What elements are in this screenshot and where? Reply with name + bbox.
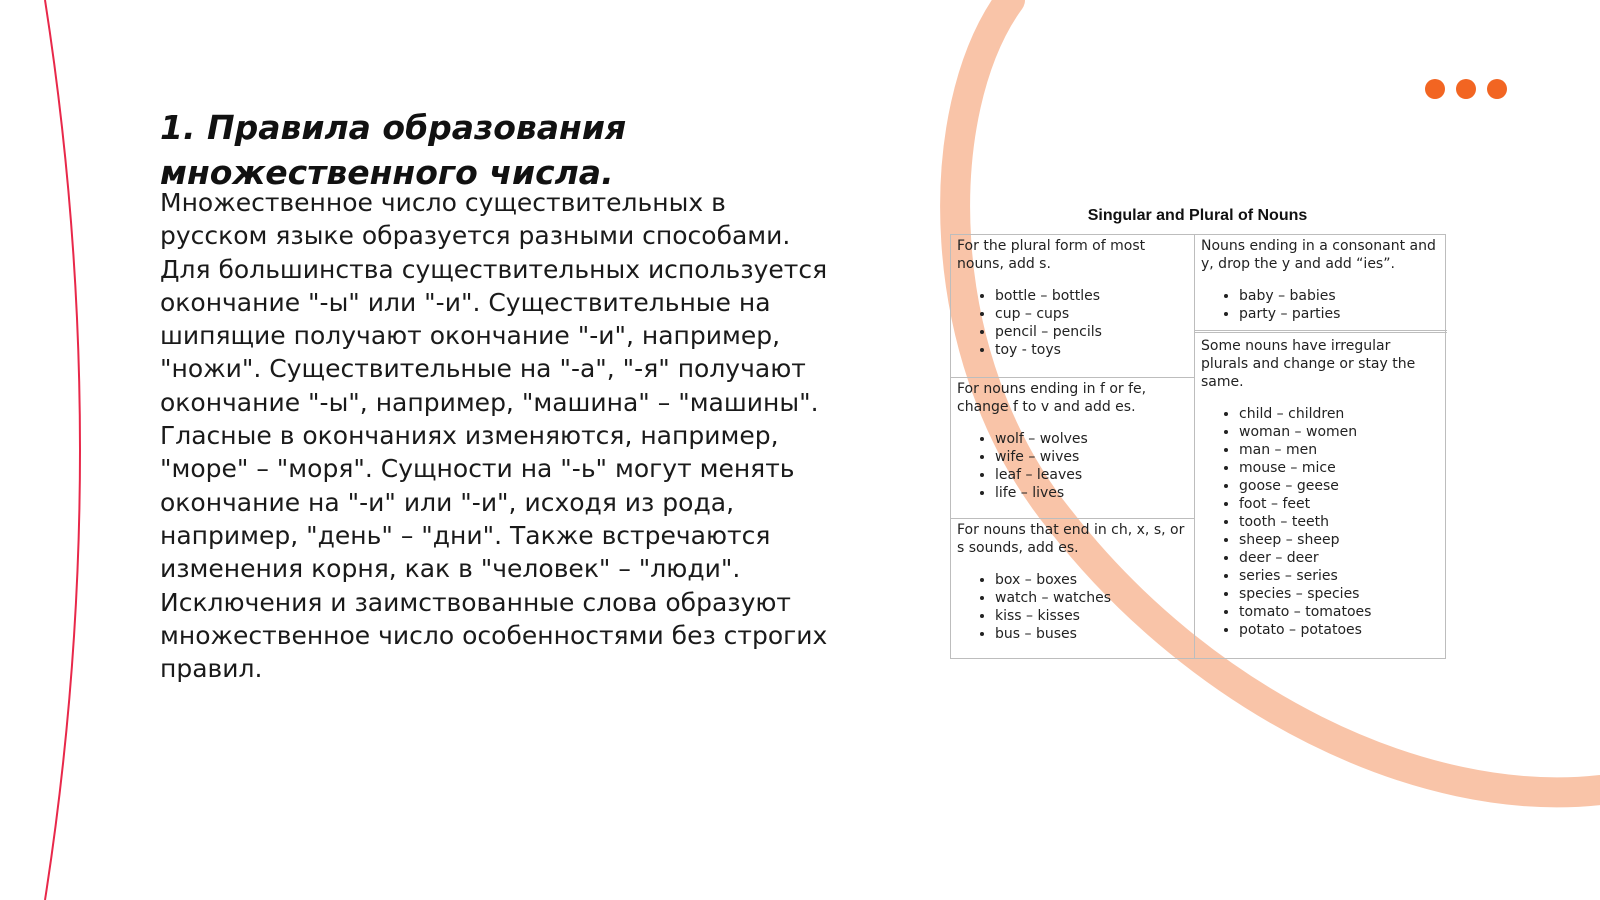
- example-item: • baby – babies: [1239, 287, 1441, 305]
- example-item: • bottle – bottles: [995, 287, 1188, 305]
- examples-list: [957, 571, 1188, 643]
- slide-body-text: Множественное число существительных в русском языке образуется разными способами. Для большинства существительных используется окончание "-ы" или "-и". Существительные на шипящие получают окончание "-и", например, "ножи". Существительные на "-а", "-я" получают окончание "-ы", например, "машина" – "машины". Гласные в окончаниях изменяются, например, "море" – "моря". Сущности на "-ь" могут менять окончание на "-и" или "-и", исходя из рода, например, "день" – "дни". Также встречаются изменения корня, как в "человек" – "люди". Исключения и заимствованные слова образуют множественное число особенностями без строгих правил.: [160, 188, 828, 684]
- orange-dot: [1456, 79, 1476, 99]
- examples-list: [1201, 287, 1441, 323]
- table-right-column: [1195, 235, 1447, 658]
- rule-text: For nouns ending in f or fe, change f to v and add es.: [957, 381, 1147, 415]
- example-item: • life – lives: [995, 484, 1188, 502]
- rule-text: For nouns that end in ch, x, s, or s sounds, add es.: [957, 522, 1185, 556]
- orange-dot: [1487, 79, 1507, 99]
- example-item: • sheep – sheep: [1239, 531, 1441, 549]
- rule-text: Some nouns have irregular plurals and change or stay the same.: [1201, 338, 1416, 390]
- examples-list: [957, 430, 1188, 502]
- decorative-dots: [1425, 79, 1507, 99]
- example-item: • wife – wives: [995, 448, 1188, 466]
- example-item: • child – children: [1239, 405, 1441, 423]
- example-item: • goose – geese: [1239, 477, 1441, 495]
- example-item: • party – parties: [1239, 305, 1441, 323]
- example-item: • watch – watches: [995, 589, 1188, 607]
- example-item: • box – boxes: [995, 571, 1188, 589]
- example-item: • leaf – leaves: [995, 466, 1188, 484]
- example-item: • cup – cups: [995, 305, 1188, 323]
- example-item: • tomato – tomatoes: [1239, 603, 1441, 621]
- table-cell: [951, 235, 1194, 378]
- example-item: • kiss – kisses: [995, 607, 1188, 625]
- table-left-column: [951, 235, 1195, 658]
- rule-text: For the plural form of most nouns, add s.: [957, 238, 1146, 272]
- table-cell: [1195, 333, 1447, 658]
- orange-dot: [1425, 79, 1445, 99]
- example-item: • species – species: [1239, 585, 1441, 603]
- example-item: • series – series: [1239, 567, 1441, 585]
- table-cell: [951, 378, 1194, 519]
- left-border-curve: [45, 0, 80, 900]
- example-item: • foot – feet: [1239, 495, 1441, 513]
- rule-text: Nouns ending in a consonant and y, drop the y and add “ies”.: [1201, 238, 1436, 272]
- example-item: • tooth – teeth: [1239, 513, 1441, 531]
- example-item: • man – men: [1239, 441, 1441, 459]
- table-cell: [1195, 235, 1447, 333]
- table-cell: [951, 519, 1194, 658]
- example-item: • mouse – mice: [1239, 459, 1441, 477]
- nouns-plural-table: [950, 234, 1446, 659]
- example-item: • deer – deer: [1239, 549, 1441, 567]
- example-item: • potato – potatoes: [1239, 621, 1441, 639]
- example-item: • pencil – pencils: [995, 323, 1188, 341]
- examples-list: [957, 287, 1188, 359]
- slide-title: 1. Правила образования множественного числа.: [160, 108, 627, 192]
- example-item: • bus – buses: [995, 625, 1188, 643]
- example-item: • toy - toys: [995, 341, 1188, 359]
- example-item: • woman – women: [1239, 423, 1441, 441]
- example-item: • wolf – wolves: [995, 430, 1188, 448]
- examples-list: [1201, 405, 1441, 639]
- table-title: Singular and Plural of Nouns: [1087, 207, 1308, 224]
